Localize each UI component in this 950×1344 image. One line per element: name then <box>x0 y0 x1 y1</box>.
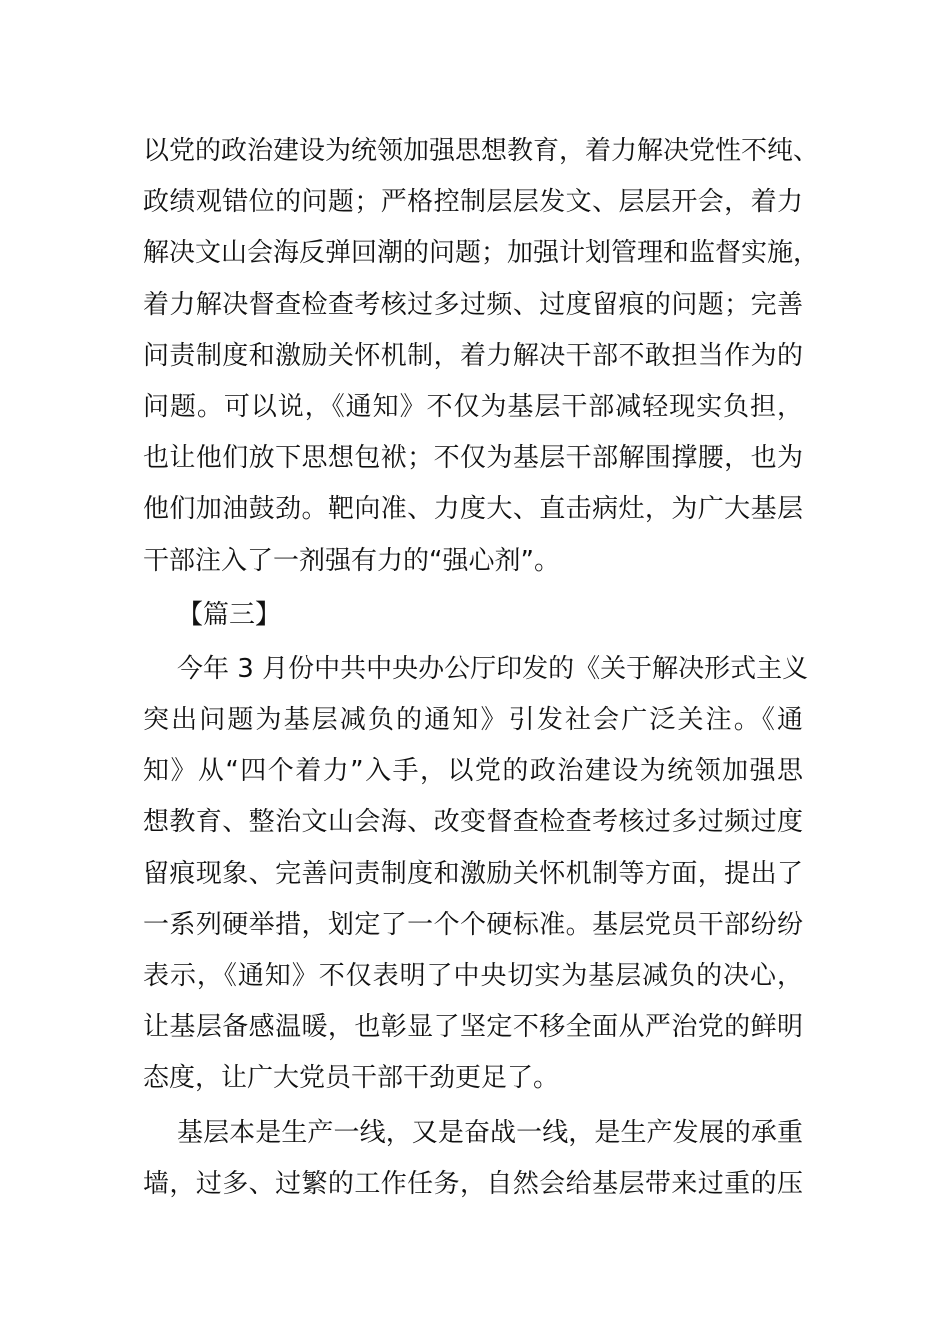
paragraph-4 <box>143 1108 803 1210</box>
text-line: 让基层备感温暖，也彰显了坚定不移全面从严治党的鲜明 <box>143 1012 803 1043</box>
text-line: 着力解决督查检查考核过多过频、过度留痕的问题；完善 <box>143 289 803 320</box>
document-body <box>143 126 820 1210</box>
text-line: 表示，《通知》不仅表明了中央切实为基层减负的决心， <box>143 961 803 991</box>
text-line: 态度，让广大党员干部干劲更足了。 <box>143 1063 560 1094</box>
text-line: 想教育、整治文山会海、改变督查检查考核过多过频过度 <box>143 807 803 838</box>
section-heading <box>143 590 803 641</box>
text-line: 干部注入了一剂强有力的“强心剂”。 <box>143 545 560 576</box>
text-line: 墙，过多、过繁的工作任务，自然会给基层带来过重的压 <box>143 1168 803 1199</box>
paragraph-1 <box>143 126 820 587</box>
text-line: 也让他们放下思想包袱；不仅为基层干部解围撑腰，也为 <box>143 443 803 474</box>
paragraph-3 <box>143 644 809 1105</box>
text-line: 今年 3 月份中共中央办公厅印发的《关于解决形式主义 <box>177 653 809 684</box>
text-line: 他们加油鼓劲。靶向准、力度大、直击病灶，为广大基层 <box>143 494 803 525</box>
text-line: 问责制度和激励关怀机制，着力解决干部不敢担当作为的 <box>143 340 803 371</box>
text-line: 问题。可以说，《通知》不仅为基层干部减轻现实负担， <box>143 391 803 422</box>
text-line: 突出问题为基层减负的通知》引发社会广泛关注。《通 <box>143 705 803 736</box>
text-line: 以党的政治建设为统领加强思想教育，着力解决党性不纯、 <box>143 136 820 166</box>
section-heading-text: 【篇三】 <box>177 599 282 630</box>
text-line: 基层本是生产一线，又是奋战一线，是生产发展的承重 <box>177 1117 803 1148</box>
text-line: 留痕现象、完善问责制度和激励关怀机制等方面，提出了 <box>143 858 803 889</box>
text-line: 知》从“四个着力”入手，以党的政治建设为统领加强思 <box>143 756 803 787</box>
text-line: 政绩观错位的问题；严格控制层层发文、层层开会，着力 <box>143 187 803 218</box>
text-line: 一系列硬举措，划定了一个个硬标准。基层党员干部纷纷 <box>143 909 803 940</box>
text-line: 解决文山会海反弹回潮的问题；加强计划管理和监督实施， <box>143 238 820 269</box>
